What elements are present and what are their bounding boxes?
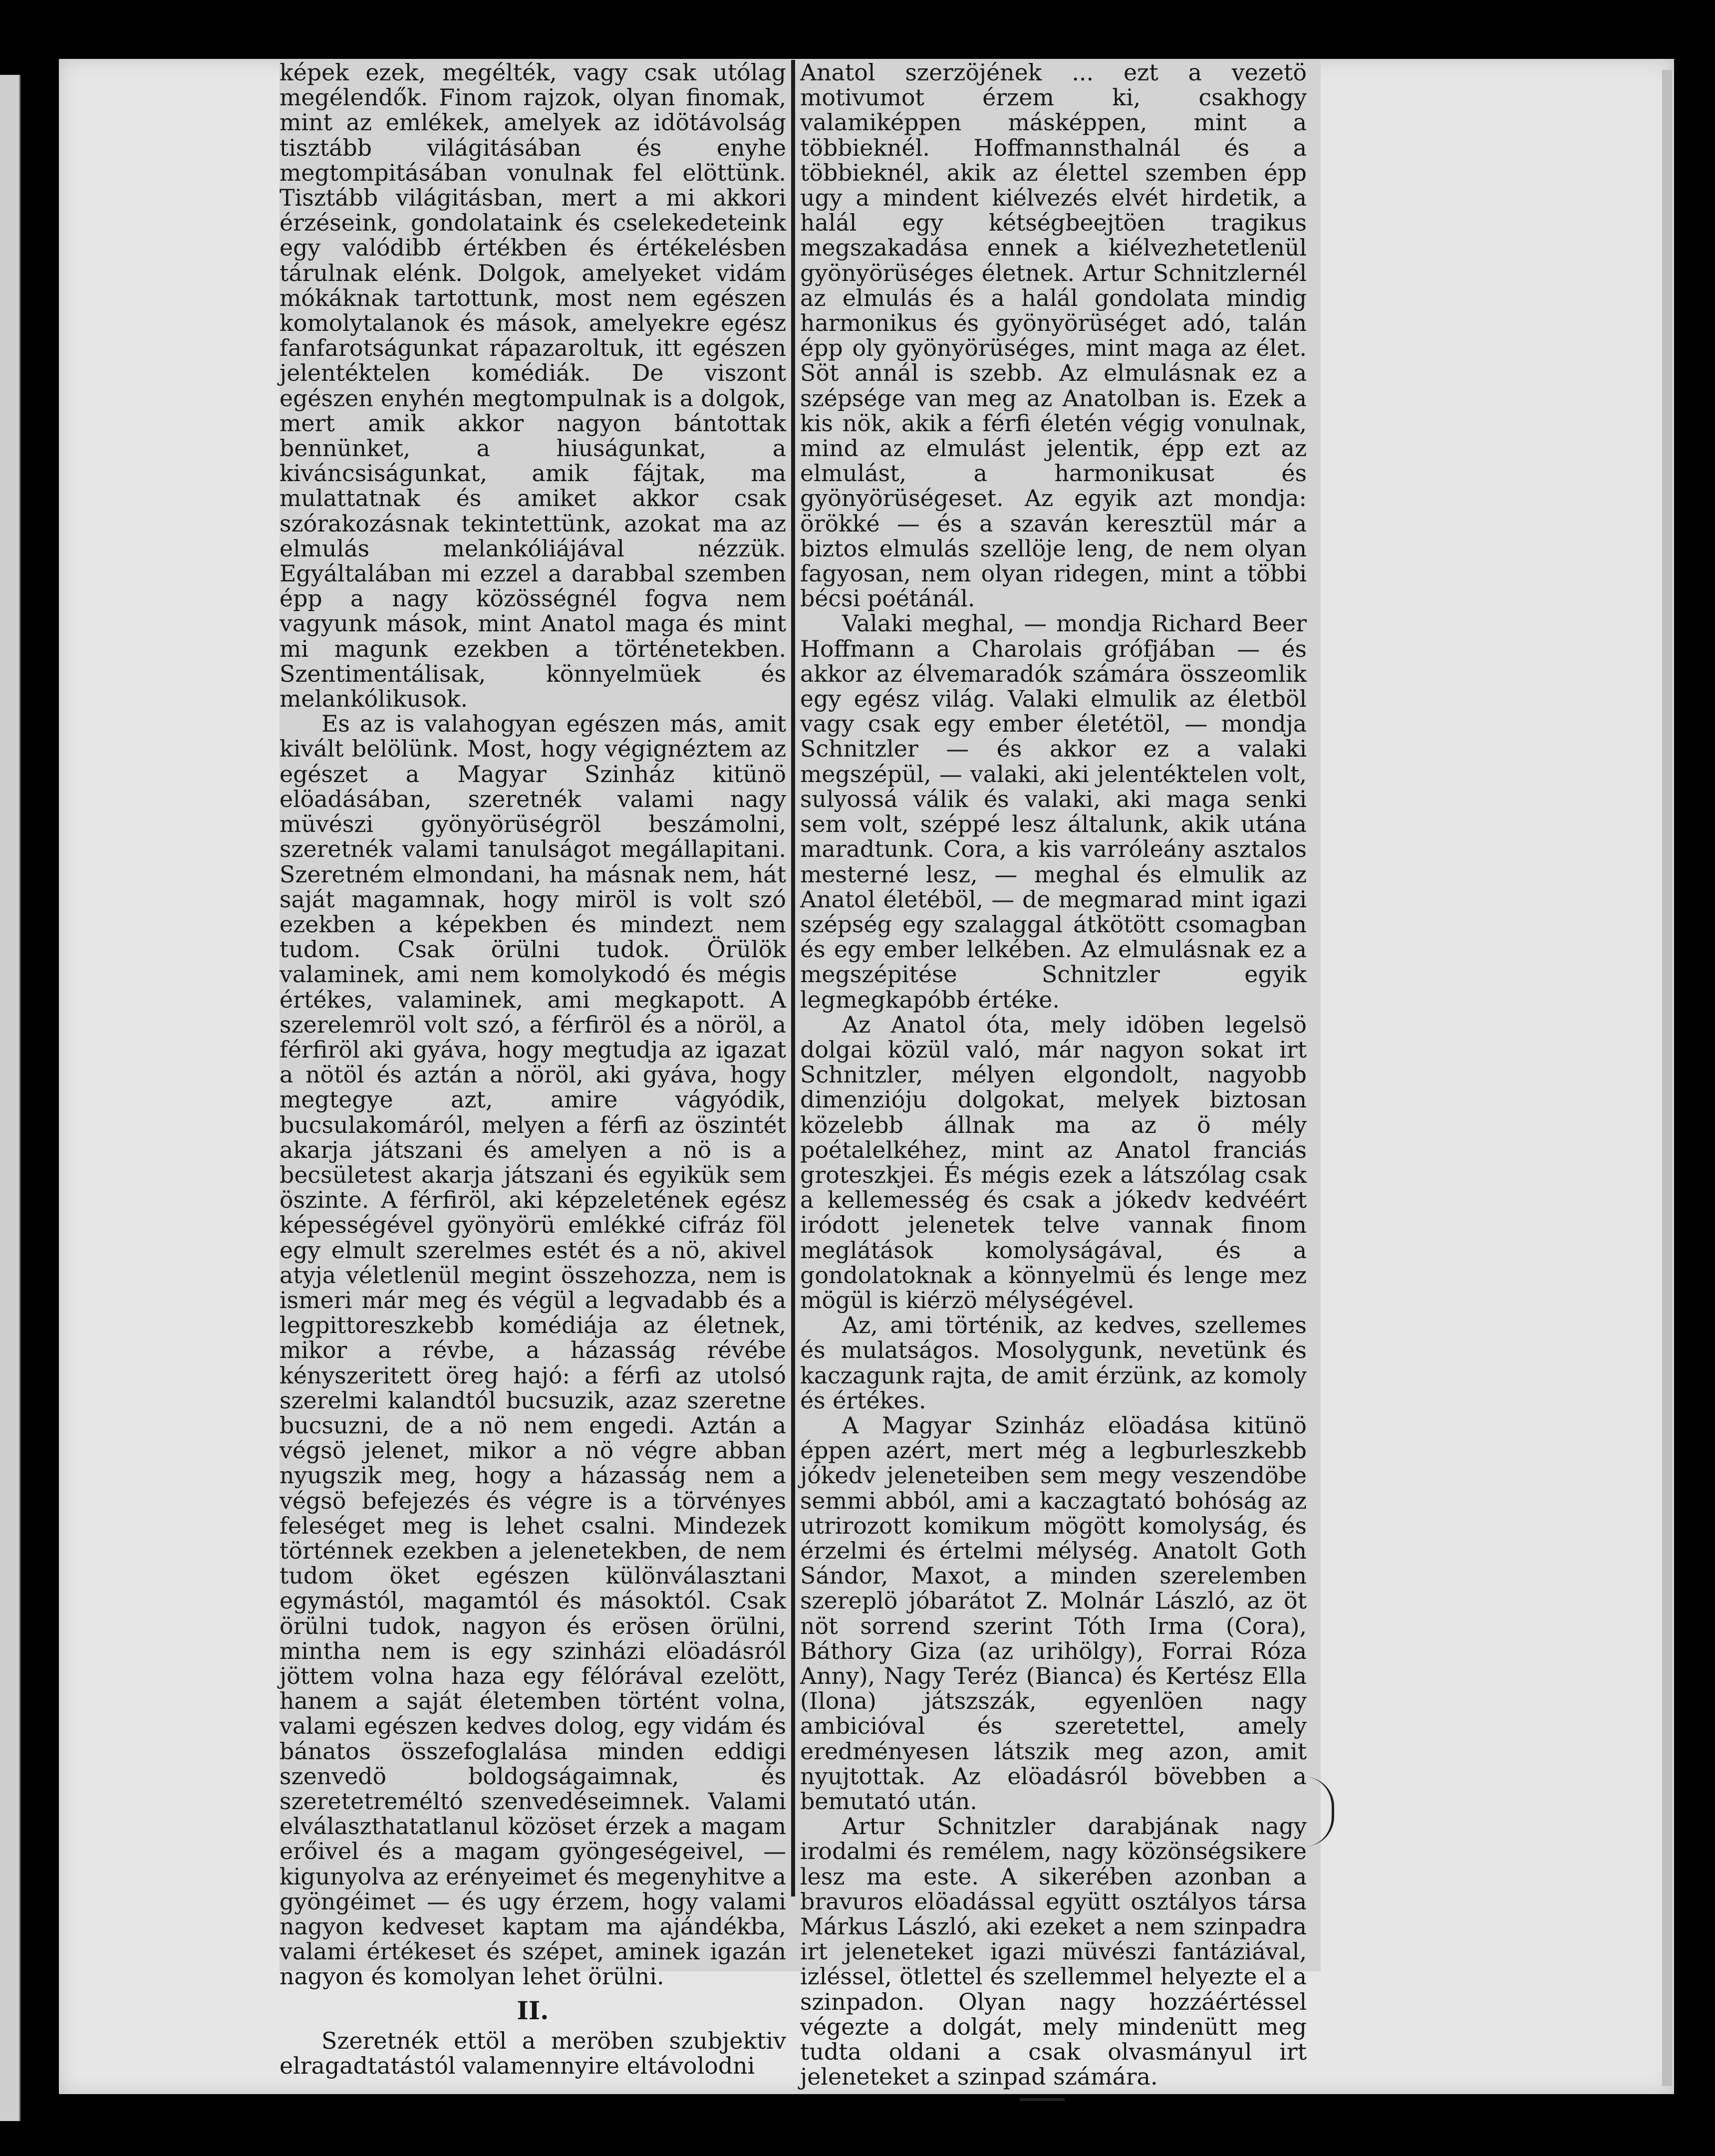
paragraph: Anatol szerzöjének ... ezt a vezetö motivumot érzem ki, csakhogy valamiképpen másképpen, mint a többieknél. Hoffmannsthalnál és a többieknél, akik az élettel szemben épp ugy a mindent kiélvezés elvét hirdetik, a halál egy kétségbeejtöen tragikus megszakadása ennek a kiélvezhetetlenül gyönyörüséges életnek. Artur Schnitzlernél az elmulás és a halál gondolata mindig harmonikus és gyönyörüséget adó, talán épp oly gyönyörüséges, mint maga az élet. Söt annál is szebb. Az elmulásnak ez a szépsége van meg az Anatolban is. Ezek a kis nök, akik a férfi életén végig vonulnak, mind az elmulást jelentik, épp ezt az elmulást, a harmonikusat és gyönyörüségeset. Az egyik azt mondja: örökké — és a szaván keresztül már a biztos elmulás szellöje leng, de nem olyan fagyosan, nem olyan ridegen, mint a többi bécsi poétánál. <box>800 59 1307 612</box>
paragraph: Az Anatol óta, mely idöben legelsö dolgai közül való, már nagyon sokat irt Schnitzler, mélyen elgondolt, nagyobb dimenzióju dolgokat, melyek biztosan közelebb állnak ma az ö mély poétalelkéhez, mint az Anatol franciás groteszkjei. És mégis ezek a látszólag csak a kellemesség és csak a jókedv kedvéért iródott jelenetek telve vannak finom meglátások komolyságával, és a gondolatoknak a könnyelmü és lenge mez mögül is kiérzö mélységével. <box>800 1011 1307 1314</box>
newspaper-clipping <box>280 59 1321 2091</box>
page-edge <box>1662 70 1672 2086</box>
paragraph: Es az is valahogyan egészen más, amit kivált belölünk. Most, hogy végignéztem az egészet a Magyar Szinház kitünö elöadásában, szeretnék valami nagy müvészi gyönyörüségröl beszámolni, szeretnék valami tanulságot megállapitani. Szeretném elmondani, ha másnak nem, hát saját magamnak, hogy miröl is volt szó ezekben a képekben és mindezt nem tudom. Csak örülni tudok. Örülök valaminek, ami nem komolykodó és mégis értékes, valaminek, ami megkapott. A szerelemröl volt szó, a férfiröl és a nöröl, a férfiröl aki gyáva, hogy megtudja az igazat a nötöl és aztán a nöröl, aki gyáva, hogy megtegye azt, amire vágyódik, bucsulakomáról, melyen a férfi az öszintét akarja játszani és amelyen a nö is a becsületest akarja játszani és egyikük sem öszinte. A férfiröl, aki képzeletének egész képességével gyönyörü emlékké cifráz föl egy elmult szerelmes estét és a nö, akivel atyja véletlenül megint összehozza, nem is ismeri már meg és végül a legvadabb és a legpittoreszkebb komédiája az életnek, mikor a révbe, a házasság révébe kényszeritett öreg hajó: a férfi az utolsó szerelmi kalandtól bucsuzik, azaz szeretne bucsuzni, de a nö nem engedi. Aztán a végsö jelenet, mikor a nö végre abban nyugszik meg, hogy a házasság nem a végsö befejezés és végre is a törvényes feleséget meg is lehet csalni. Mindezek történnek ezekben a jelenetekben, de nem tudom öket egészen különválasztani egymástól, magamtól és másoktól. Csak örülni tudok, nagyon és erösen örülni, mintha nem is egy szinházi elöadásról jöttem volna haza egy félórával ezelött, hanem a saját életemben történt volna, valami egészen kedves dolog, egy vidám és bánatos összefoglalása minden eddigi szenvedö boldogságaimnak, és szeretetreméltó szenvedéseimnek. Valami elválaszthatatlanul közöset érzek a magam erőivel és a magam gyöngeségeivel, — kigunyolva az erényeimet és megenyhitve a gyöngéimet — és ugy érzem, hogy valami nagyon kedveset kaptam ma ajándékba, valami értékeset és szépet, aminek igazán nagyon és komolyan lehet örülni. <box>280 710 786 1990</box>
column-rule <box>791 60 795 1896</box>
paragraph: Az, ami történik, az kedves, szellemes és mulatságos. Mosolygunk, nevetünk és kaczagunk rajta, de amit érzünk, az komoly és értékes. <box>800 1312 1307 1414</box>
paragraph: képek ezek, megélték, vagy csak utólag megélendők. Finom rajzok, olyan finomak, mint az emlékek, amelyek az idötávolság tisztább világitásában és enyhe megtompitásában vonulnak fel elöttünk. Tisztább világitásban, mert a mi akkori érzéseink, gondolataink és cselekedeteink egy valódibb értékben és értékelésben tárulnak elénk. Dolgok, amelyeket vidám mókáknak tartottunk, most nem egészen komolytalanok és mások, amelyekre egész fanfarotságunkat rápazaroltuk, itt egészen jelentéktelen komédiák. De viszont egészen enyhén megtompulnak is a dolgok, mert amik akkor nagyon bántottak bennünket, a hiuságunkat, a kiváncsiságunkat, amik fájtak, ma mulattatnak és amiket akkor csak szórakozásnak tekintettünk, azokat ma az elmulás melankóliájával nézzük. Egyáltalában mi ezzel a darabbal szemben épp a nagy közösségnél fogva nem vagyunk mások, mint Anatol maga és mint mi magunk ezekben a történetekben. Szentimentálisak, könnyelmüek és melankólikusok. <box>280 59 786 713</box>
article-column-right <box>800 59 1307 2091</box>
paragraph: A Magyar Szinház elöadása kitünö éppen azért, mert még a legburleszkebb jókedv jeleneteiben sem megy veszendöbe semmi abból, ami a kaczagtató bohóság az utrirozott komikum mögött komolyság, és érzelmi és értelmi mélység. Anatolt Goth Sándor, Maxot, a minden szerelemben szereplö jóbarátot Z. Molnár László, az öt nöt sorrend szerint Tóth Irma (Cora), Báthory Giza (az urihölgy), Forrai Róza Anny), Nagy Teréz (Bianca) és Kertész Ella (Ilona) játszszák, egyenlöen nagy ambicióval és szeretettel, amely eredményesen látszik meg azon, amit nyujtottak. Az elöadásról bövebben a bemutató után. <box>800 1411 1307 1815</box>
section-heading: II. <box>517 1995 549 2025</box>
end-mark <box>1020 2098 1065 2101</box>
paragraph: Szeretnék ettöl a meröben szubjektiv elragadtatástól valamennyire eltávolodni <box>280 2027 786 2080</box>
article-column-left <box>280 59 786 2080</box>
paragraph: Artur Schnitzler darabjának nagy irodalmi és remélem, nagy közönségsikere lesz ma este. A sikerében azonban a bravuros elöadással együtt osztályos társa Márkus László, aki ezeket a nem szinpadra irt jeleneteket igazi müvészi fantáziával, izléssel, ötlettel és szellemmel helyezte el a szinpadon. Olyan nagy hozzáértéssel végezte a dolgát, mely mindenütt meg tudta oldani a csak olvasmányul irt jeleneteket a szinpad számára. <box>800 1813 1307 2091</box>
film-frame-edge <box>0 75 20 2121</box>
paragraph: Valaki meghal, — mondja Richard Beer Hoffmann a Charolais grófjában — és akkor az élvemaradók számára összeomlik egy egész világ. Valaki elmulik az életböl vagy csak egy ember életétöl, — mondja Schnitzler — és akkor ez a valaki megszépül, — valaki, aki jelentéktelen volt, sulyossá válik és valaki, aki maga senki sem volt, széppé lesz általunk, akik utána maradtunk. Cora, a kis varróleány asztalos mesterné lesz, — meghal és elmulik az Anatol életéböl, — de megmarad mint igazi szépség egy szalaggal átkötött csomagban és egy ember lelkében. Az elmulásnak ez a megszépitése Schnitzler egyik legmegkapóbb értéke. <box>800 610 1307 1013</box>
